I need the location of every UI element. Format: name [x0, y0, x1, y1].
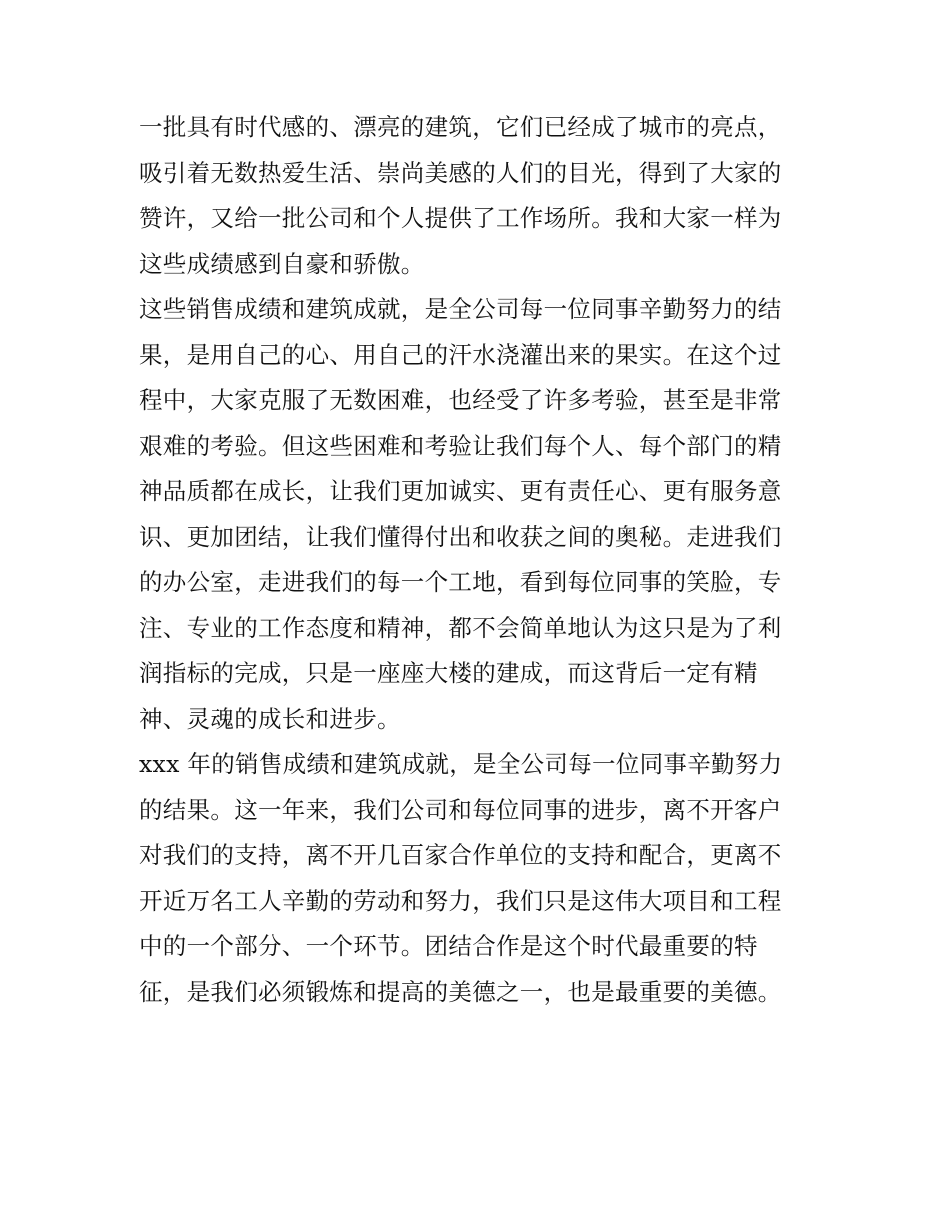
text-line: 开近万名工人辛勤的劳动和努力，我们只是这伟大项目和工程: [139, 886, 782, 915]
text-line: 注、专业的工作态度和精神，都不会简单地认为这只是为了利: [139, 613, 782, 642]
paragraph: [139, 742, 839, 1015]
text-line: 果，是用自己的心、用自己的汗水浇灌出来的果实。在这个过: [139, 340, 782, 369]
text-line: 艰难的考验。但这些困难和考验让我们每个人、每个部门的精: [139, 431, 782, 460]
text-line: 对我们的支持，离不开几百家合作单位的支持和配合，更离不: [139, 841, 782, 869]
text-line: 的办公室，走进我们的每一个工地，看到每位同事的笑脸，专: [139, 568, 782, 596]
text-line: 神品质都在成长，让我们更加诚实、更有责任心、更有服务意: [139, 477, 782, 505]
text-line: 神、灵魂的成长和进步。: [139, 704, 401, 733]
paragraph: [139, 105, 839, 287]
text-line: 的结果。这一年来，我们公司和每位同事的进步，离不开客户: [139, 795, 782, 824]
text-line: 程中，大家克服了无数困难，也经受了许多考验，甚至是非常: [139, 386, 782, 414]
text-line: 征，是我们必须锻炼和提高的美德之一，也是最重要的美德。: [139, 977, 782, 1006]
paragraph: [139, 287, 839, 742]
text-line: xxx 年的销售成绩和建筑成就，是全公司每一位同事辛勤努力: [139, 750, 783, 778]
text-line: 润指标的完成，只是一座座大楼的建成，而这背后一定有精: [139, 659, 758, 687]
text-line: 中的一个部分、一个环节。团结合作是这个时代最重要的特: [139, 932, 758, 960]
document-body: [139, 105, 839, 1015]
text-line: 这些销售成绩和建筑成就，是全公司每一位同事辛勤努力的结: [139, 295, 782, 323]
text-line: 识、更加团结，让我们懂得付出和收获之间的奥秘。走进我们: [139, 522, 782, 551]
text-line: 赞许，又给一批公司和个人提供了工作场所。我和大家一样为: [139, 204, 782, 232]
text-line: 吸引着无数热爱生活、崇尚美感的人们的目光，得到了大家的: [139, 158, 782, 187]
text-line: 这些成绩感到自豪和骄傲。: [139, 249, 425, 278]
text-line: 一批具有时代感的、漂亮的建筑，它们已经成了城市的亮点，: [139, 113, 782, 141]
